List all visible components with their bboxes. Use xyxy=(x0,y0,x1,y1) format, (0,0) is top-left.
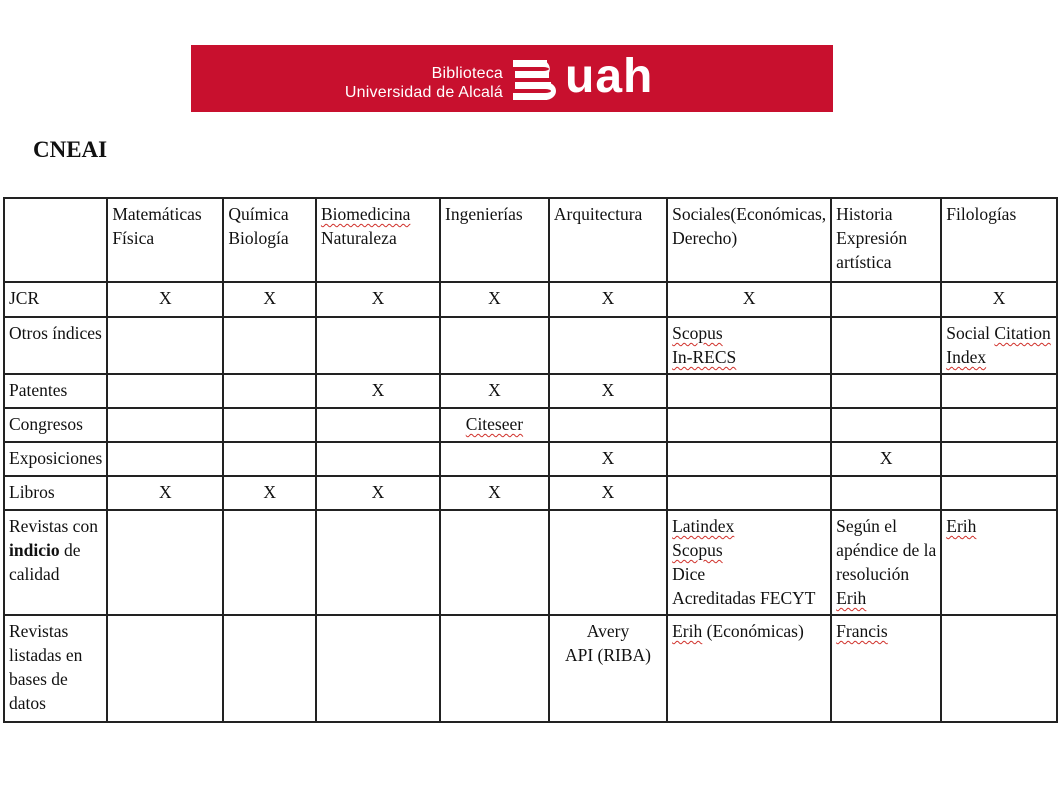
table-row xyxy=(4,442,1057,476)
table-cell xyxy=(667,442,831,476)
table-cell xyxy=(316,442,440,476)
table-cell xyxy=(667,374,831,408)
table-cell xyxy=(223,317,316,374)
page-title: CNEAI xyxy=(33,137,108,162)
table-cell xyxy=(107,408,223,442)
header-cell: Biomedicina Naturaleza xyxy=(316,198,440,282)
table-cell xyxy=(831,317,941,374)
table-cell: X xyxy=(440,282,549,317)
table-cell xyxy=(107,374,223,408)
row-label-cell: Revistas con indicio de calidad xyxy=(4,510,107,615)
table-cell: X xyxy=(107,282,223,317)
table-cell xyxy=(549,317,667,374)
table-cell: X xyxy=(440,476,549,510)
table-cell: X xyxy=(316,476,440,510)
table-cell xyxy=(316,615,440,722)
table-cell xyxy=(223,615,316,722)
table-cell: Erih (Económicas) xyxy=(667,615,831,722)
table-cell xyxy=(107,317,223,374)
table-cell xyxy=(831,374,941,408)
header-cell: Ingenierías xyxy=(440,198,549,282)
table-cell: Francis xyxy=(831,615,941,722)
table-cell xyxy=(831,408,941,442)
table-row xyxy=(4,408,1057,442)
row-label-cell: Exposiciones xyxy=(4,442,107,476)
table-cell: X xyxy=(316,282,440,317)
table-cell xyxy=(440,615,549,722)
table-cell: Avery API (RIBA) xyxy=(549,615,667,722)
table-cell xyxy=(941,476,1057,510)
table-cell xyxy=(440,442,549,476)
table-cell xyxy=(223,442,316,476)
library-banner xyxy=(191,45,833,112)
table-cell xyxy=(941,442,1057,476)
uah-logo-text: uah xyxy=(565,50,654,103)
row-label-cell: Congresos xyxy=(4,408,107,442)
table-row xyxy=(4,282,1057,317)
header-cell: Historia Expresión artística xyxy=(831,198,941,282)
header-corner-cell xyxy=(4,198,107,282)
table-cell: X xyxy=(549,442,667,476)
header-cell: Filologías xyxy=(941,198,1057,282)
header-cell: Química Biología xyxy=(223,198,316,282)
table-cell xyxy=(440,317,549,374)
buah-b-mark-icon xyxy=(513,60,560,100)
table-cell xyxy=(316,408,440,442)
table-cell xyxy=(223,510,316,615)
table-cell: X xyxy=(941,282,1057,317)
banner-line-biblioteca: Biblioteca xyxy=(431,65,503,82)
table-cell xyxy=(223,374,316,408)
table-cell xyxy=(107,510,223,615)
table-cell xyxy=(440,510,549,615)
table-cell xyxy=(831,282,941,317)
table-cell xyxy=(107,442,223,476)
row-label-cell: Libros xyxy=(4,476,107,510)
table-row xyxy=(4,510,1057,615)
header-cell: Sociales(Económicas, Derecho) xyxy=(667,198,831,282)
table-cell xyxy=(316,510,440,615)
table-row xyxy=(4,476,1057,510)
table-cell: X xyxy=(549,374,667,408)
table-cell xyxy=(667,408,831,442)
table-cell: X xyxy=(223,282,316,317)
row-label-cell: Revistas listadas en bases de datos xyxy=(4,615,107,722)
header-cell: Matemáticas Física xyxy=(107,198,223,282)
table-cell xyxy=(549,510,667,615)
table-cell: X xyxy=(831,442,941,476)
table-cell: X xyxy=(107,476,223,510)
row-label-cell: Otros índices xyxy=(4,317,107,374)
table-cell: Según el apéndice de la resolución Erih xyxy=(831,510,941,615)
table-cell: X xyxy=(223,476,316,510)
table-cell: X xyxy=(316,374,440,408)
table-cell xyxy=(941,615,1057,722)
table-cell: X xyxy=(549,282,667,317)
table-cell xyxy=(831,476,941,510)
table-cell xyxy=(549,408,667,442)
table-cell xyxy=(941,408,1057,442)
banner-line-universidad: Universidad de Alcalá xyxy=(344,84,503,101)
table-cell: X xyxy=(549,476,667,510)
table-row xyxy=(4,317,1057,374)
row-label-cell: Patentes xyxy=(4,374,107,408)
table-cell xyxy=(107,615,223,722)
table-cell: Erih xyxy=(941,510,1057,615)
header-row xyxy=(4,198,1057,282)
table-cell: X xyxy=(440,374,549,408)
table-row xyxy=(4,615,1057,722)
table-cell: X xyxy=(667,282,831,317)
table-body xyxy=(4,198,1057,722)
table-cell xyxy=(223,408,316,442)
row-label-cell: JCR xyxy=(4,282,107,317)
header-cell: Arquitectura xyxy=(549,198,667,282)
table-cell: Scopus In-RECS xyxy=(667,317,831,374)
table-cell xyxy=(941,374,1057,408)
table-cell: Latindex Scopus Dice Acreditadas FECYT xyxy=(667,510,831,615)
banner-text xyxy=(345,64,503,102)
table-cell xyxy=(667,476,831,510)
table-row xyxy=(4,374,1057,408)
table-cell: Social Citation Index xyxy=(941,317,1057,374)
table-cell xyxy=(316,317,440,374)
table-cell: Citeseer xyxy=(440,408,549,442)
cneai-criteria-table xyxy=(3,197,1058,723)
